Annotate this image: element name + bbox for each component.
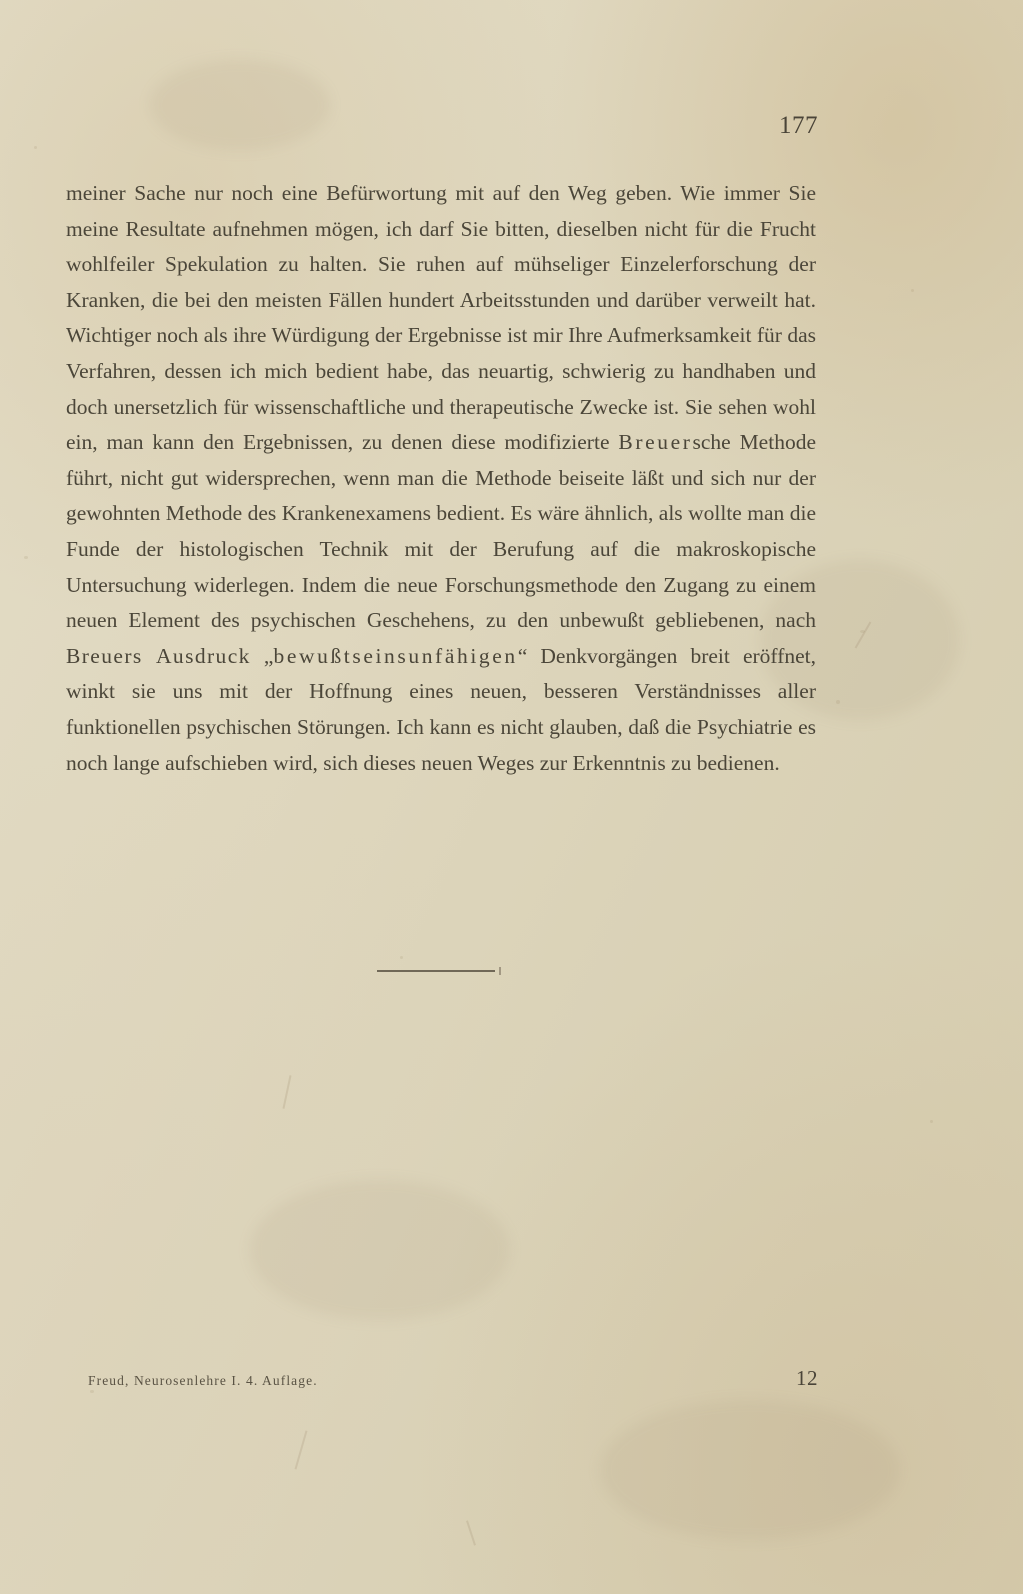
paper-scratch xyxy=(295,1430,308,1469)
paper-scratch xyxy=(855,622,872,649)
paper-smudge xyxy=(150,60,330,150)
paper-speck xyxy=(836,700,840,704)
paper-scratch xyxy=(282,1075,291,1109)
footer-signature-mark: 12 xyxy=(796,1366,818,1390)
paper-speck xyxy=(34,146,37,149)
paper-speck xyxy=(24,556,28,559)
page-footer xyxy=(88,1366,818,1391)
paper-speck xyxy=(911,289,914,292)
paper-speck xyxy=(930,1120,933,1123)
body-paragraph xyxy=(66,176,816,781)
paper-smudge xyxy=(600,1400,900,1540)
section-divider-rule xyxy=(377,970,495,972)
paper-speck xyxy=(860,630,865,633)
paper-speck xyxy=(400,956,403,959)
paper-scratch xyxy=(466,1520,476,1545)
paragraph-text: meiner Sache nur noch eine Befürwortung mit auf den Weg geben. Wie immer Sie meine Resultate aufnehmen mögen, ich darf Sie bitten, dieselben nicht für die Frucht wohlfeiler Spekulation zu halten. Sie ruhen auf mühseliger Einzelerforschung der Kranken, die bei den meisten Fällen hundert Arbeitsstunden und darüber verweilt hat. Wichtiger noch als ihre Würdigung der Ergebnisse ist mir Ihre Aufmerksamkeit für das Verfahren, dessen ich mich bedient habe, das neuartig, schwierig zu handhaben und doch unersetzlich für wissenschaftliche und therapeutische Zwecke ist. Sie sehen wohl ein, man kann den Ergebnissen, zu denen diese modifizierte Breuersche Methode führt, nicht gut widersprechen, wenn man die Methode beiseite läßt und sich nur der gewohnten Methode des Krankenexamens bedient. Es wäre ähnlich, als wollte man die Funde der histologischen Technik mit der Berufung auf die makroskopische Untersuchung widerlegen. Indem die neue Forschungsmethode den Zugang zu einem neuen Element des psychischen Geschehens, zu den unbewußt gebliebenen, nach Breuers Ausdruck „bewußtseinsunfähigen“ Denkvorgängen breit eröffnet, winkt sie uns mit der Hoffnung eines neuen, besseren Verständnisses aller funktionellen psychischen Störungen. Ich kann es nicht glauben, daß die Psychiatrie es noch lange aufschieben wird, sich dieses neuen Weges zur Erkenntnis zu bedienen. xyxy=(66,181,816,775)
paper-smudge xyxy=(250,1180,510,1320)
page-number: 177 xyxy=(779,112,818,139)
footer-imprint: Freud, Neurosenlehre I. 4. Auflage. xyxy=(88,1373,318,1388)
